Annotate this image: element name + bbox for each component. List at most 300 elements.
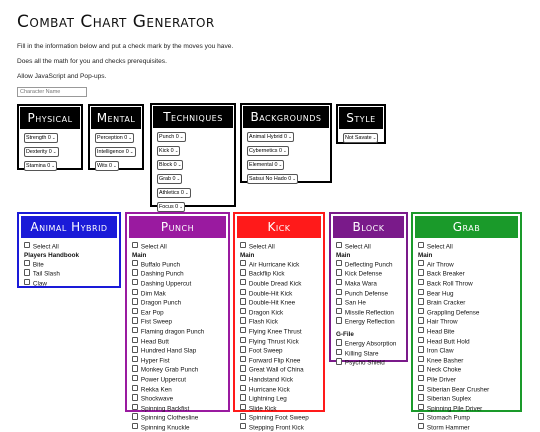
punch-box (125, 212, 230, 432)
move-label: Dragon Kick (248, 309, 284, 317)
backgrounds-box (240, 103, 332, 183)
select-all-label: Select All (32, 243, 59, 251)
move-monkey-grab-punch[interactable] (132, 365, 224, 375)
checkbox[interactable] (418, 337, 424, 343)
chevron-down-icon: ⌄ (52, 149, 57, 154)
checkbox[interactable] (132, 289, 138, 295)
move-label: Missile Reflection (344, 309, 394, 317)
checkbox[interactable] (240, 385, 246, 391)
checkbox[interactable] (240, 375, 246, 381)
move-label: Grappling Defense (426, 309, 480, 317)
checkbox[interactable] (418, 242, 424, 248)
chevron-down-icon: ⌄ (51, 135, 56, 140)
checkbox[interactable] (240, 423, 246, 429)
checkbox[interactable] (240, 413, 246, 419)
checkbox[interactable] (418, 308, 424, 314)
move-label: Stomach Pump (426, 414, 470, 422)
checkbox[interactable] (418, 365, 424, 371)
punch-list (127, 238, 228, 432)
move-label: Power Uppercut (140, 376, 187, 384)
move-missile-reflection[interactable] (336, 308, 402, 318)
move-siberian-suplex[interactable] (418, 394, 516, 404)
move-energy-absorption[interactable] (336, 339, 402, 349)
move-label: Brain Cracker (426, 299, 466, 307)
move-lightning-leg[interactable] (240, 394, 319, 404)
move-label: Fist Sweep (140, 318, 173, 326)
move-label: Foot Sweep (248, 347, 283, 355)
checkbox[interactable] (336, 317, 342, 323)
move-foot-sweep[interactable] (240, 346, 319, 356)
checkbox[interactable] (132, 375, 138, 381)
move-label: Back Breaker (426, 270, 465, 278)
checkbox[interactable] (336, 358, 342, 364)
move-dragon-punch[interactable] (132, 298, 224, 308)
backgrounds-body (242, 128, 330, 191)
move-rekka-ken[interactable] (132, 385, 224, 395)
move-iron-claw[interactable] (418, 346, 516, 356)
move-flying-thrust-kick[interactable] (240, 337, 319, 347)
move-siberian-bear-crusher[interactable] (418, 385, 516, 395)
move-label: Claw (32, 280, 47, 288)
move-energy-reflection[interactable] (336, 317, 402, 327)
move-claw[interactable] (24, 279, 115, 289)
move-back-roll-throw[interactable] (418, 279, 516, 289)
chevron-down-icon: ⌄ (112, 163, 117, 168)
move-back-breaker[interactable] (418, 269, 516, 279)
move-label: Forward Flip Knee (248, 357, 301, 365)
checkbox[interactable] (240, 242, 246, 248)
move-hyper-fist[interactable] (132, 356, 224, 366)
move-label: Energy Reflection (344, 318, 395, 326)
move-flash-kick[interactable] (240, 317, 319, 327)
checkbox[interactable] (336, 349, 342, 355)
kick-box (233, 212, 325, 432)
chevron-down-icon: ⌄ (292, 176, 297, 181)
move-label: Hurricane Kick (248, 385, 290, 393)
move-label: Back Roll Throw (426, 280, 473, 288)
select-value: Athletics 0 (159, 190, 184, 196)
move-label: Flaming dragon Punch (140, 328, 205, 336)
backgrounds-header: Backgrounds (243, 106, 329, 128)
checkbox[interactable] (240, 289, 246, 295)
select-value: Elemental 0 (249, 162, 278, 168)
checkbox[interactable] (240, 298, 246, 304)
select-value: Animal Hybrid 0 (249, 134, 288, 140)
move-dragon-kick[interactable] (240, 308, 319, 318)
move-stomach-pump[interactable] (418, 413, 516, 423)
move-label: Dashing Punch (140, 270, 184, 278)
move-label: Psycho Shield (344, 359, 385, 367)
move-label: Air Throw (426, 261, 454, 269)
techniques-body (152, 128, 234, 219)
checkbox[interactable] (336, 298, 342, 304)
move-label: Head Butt (140, 337, 169, 345)
move-head-bite[interactable] (418, 327, 516, 337)
kick-select[interactable] (157, 146, 180, 156)
select-value: Kick 0 (159, 148, 174, 154)
grab-header: Grab (415, 216, 518, 238)
move-spinning-foot-sweep[interactable] (240, 413, 319, 423)
checkbox[interactable] (132, 346, 138, 352)
checkbox[interactable] (240, 308, 246, 314)
physical-header: Physical (20, 107, 80, 129)
move-label: Bite (32, 261, 44, 269)
section-heading: Main (418, 251, 433, 259)
select-all-checkbox[interactable] (132, 242, 224, 252)
checkbox[interactable] (132, 317, 138, 323)
grab-list (413, 238, 520, 432)
move-dim-mak[interactable] (132, 289, 224, 299)
move-shockwave[interactable] (132, 394, 224, 404)
move-label: Siberian Bear Crusher (426, 385, 490, 393)
move-slide-kick[interactable] (240, 404, 319, 414)
section-heading: Main (336, 251, 351, 259)
move-label: Stepping Front Kick (248, 424, 304, 432)
move-dashing-uppercut[interactable] (132, 279, 224, 289)
page-title: Combat Chart Generator (17, 12, 215, 32)
checkbox[interactable] (240, 279, 246, 285)
move-label: Deflecting Punch (344, 261, 393, 269)
style-header: Style (339, 107, 383, 129)
intro-line: Allow JavaScript and Pop-ups. (17, 73, 107, 80)
chevron-down-icon: ⌄ (179, 134, 184, 139)
select-value: Satsui No Hado 0 (249, 176, 292, 182)
style-box (336, 104, 386, 144)
move-label: Flash Kick (248, 318, 278, 326)
perception-select[interactable] (95, 133, 134, 143)
move-label: Hyper Fist (140, 357, 170, 365)
move-san-he[interactable] (336, 298, 402, 308)
move-label: Double-Hit Kick (248, 289, 293, 297)
move-flying-knee-thrust[interactable] (240, 327, 319, 337)
move-spinning-backfist[interactable] (132, 404, 224, 414)
move-label: Lightning Leg (248, 395, 287, 403)
checkbox[interactable] (24, 279, 30, 285)
move-spinning-clothesline[interactable] (132, 413, 224, 423)
select-all-checkbox[interactable] (418, 242, 516, 252)
select-value: Block 0 (159, 162, 177, 168)
checkbox[interactable] (418, 356, 424, 362)
select-all-label: Select All (344, 243, 371, 251)
move-storm-hammer[interactable] (418, 423, 516, 432)
move-label: Kick Defense (344, 270, 382, 278)
checkbox[interactable] (132, 327, 138, 333)
move-dashing-punch[interactable] (132, 269, 224, 279)
checkbox[interactable] (336, 269, 342, 275)
checkbox[interactable] (240, 327, 246, 333)
block-header: Block (333, 216, 404, 238)
move-buffalo-punch[interactable] (132, 260, 224, 270)
checkbox[interactable] (132, 356, 138, 362)
move-fist-sweep[interactable] (132, 317, 224, 327)
checkbox[interactable] (240, 365, 246, 371)
chevron-down-icon: ⌄ (177, 162, 182, 167)
elemental-select[interactable] (247, 160, 284, 170)
move-kick-defense[interactable] (336, 269, 402, 279)
chevron-down-icon: ⌄ (128, 135, 133, 140)
chevron-down-icon: ⌄ (278, 162, 283, 167)
checkbox[interactable] (132, 298, 138, 304)
move-label: Ear Pop (140, 309, 164, 317)
move-knee-basher[interactable] (418, 356, 516, 366)
cybernetics-select[interactable] (247, 146, 289, 156)
move-neck-choke[interactable] (418, 365, 516, 375)
intro-line: Fill in the information below and put a check mark by the moves you have. (17, 43, 234, 50)
chevron-down-icon: ⌄ (129, 149, 134, 154)
move-label: Siberian Suplex (426, 395, 471, 403)
checkbox[interactable] (418, 298, 424, 304)
move-label: Air Hurricane Kick (248, 261, 300, 269)
checkbox[interactable] (418, 317, 424, 323)
move-label: Buffalo Punch (140, 261, 180, 269)
checkbox[interactable] (240, 260, 246, 266)
move-grappling-defense[interactable] (418, 308, 516, 318)
select-value: Dexterity 0 (26, 149, 52, 155)
checkbox[interactable] (418, 346, 424, 352)
move-label: Shockwave (140, 395, 174, 403)
move-label: Spinning Backfist (140, 405, 190, 413)
checkbox[interactable] (240, 337, 246, 343)
checkbox[interactable] (418, 375, 424, 381)
checkbox[interactable] (336, 279, 342, 285)
select-value: Stamina 0 (26, 163, 51, 169)
section-heading: G-File (336, 330, 354, 338)
move-label: San He (344, 299, 366, 307)
move-label: Spinning Foot Sweep (248, 414, 309, 422)
checkbox[interactable] (336, 260, 342, 266)
move-label: Flying Knee Thrust (248, 328, 302, 336)
stamina-select[interactable] (24, 161, 57, 171)
move-label: Killing Stare (344, 350, 379, 358)
select-value: Focus 0 (159, 204, 179, 210)
checkbox[interactable] (336, 339, 342, 345)
focus-select[interactable] (157, 202, 185, 212)
checkbox[interactable] (240, 394, 246, 400)
select-value: Not Savate (345, 135, 372, 141)
move-hurricane-kick[interactable] (240, 385, 319, 395)
move-flaming-dragon-punch[interactable] (132, 327, 224, 337)
checkbox[interactable] (132, 279, 138, 285)
section-heading: Players Handbook (24, 251, 79, 259)
dexterity-select[interactable] (24, 147, 59, 157)
move-label: Bear Hug (426, 289, 454, 297)
move-label: Neck Choke (426, 366, 462, 374)
checkbox[interactable] (132, 394, 138, 400)
style-body (338, 129, 384, 150)
move-backflip-kick[interactable] (240, 269, 319, 279)
checkbox[interactable] (132, 242, 138, 248)
select-all-checkbox[interactable] (240, 242, 319, 252)
section-heading: Main (132, 251, 147, 259)
checkbox[interactable] (132, 423, 138, 429)
move-label: Double-Hit Knee (248, 299, 296, 307)
intro-line: Does all the math for you and checks prerequisites. (17, 58, 167, 65)
move-label: Spinning Pile Driver (426, 405, 483, 413)
animal-hybrid-list (19, 238, 119, 289)
select-value: Intelligence 0 (97, 149, 129, 155)
move-air-hurricane-kick[interactable] (240, 260, 319, 270)
checkbox[interactable] (24, 242, 30, 248)
move-punch-defense[interactable] (336, 289, 402, 299)
satsui-no-hado-select[interactable] (247, 174, 298, 184)
grab-box (411, 212, 522, 432)
move-label: Punch Defense (344, 289, 388, 297)
checkbox[interactable] (418, 394, 424, 400)
checkbox[interactable] (132, 365, 138, 371)
checkbox[interactable] (132, 260, 138, 266)
select-value: Cybernetics 0 (249, 148, 282, 154)
chevron-down-icon: ⌄ (288, 134, 292, 139)
strength-select[interactable] (24, 133, 58, 143)
checkbox[interactable] (418, 269, 424, 275)
not-savate-select[interactable] (343, 133, 378, 143)
select-value: Strength 0 (26, 135, 51, 141)
move-label: Dim Mak (140, 289, 166, 297)
move-label: Flying Thrust Kick (248, 337, 299, 345)
checkbox[interactable] (132, 308, 138, 314)
move-label: Dashing Uppercut (140, 280, 192, 288)
move-label: Maka Wara (344, 280, 377, 288)
move-label: Head Bite (426, 328, 455, 336)
techniques-box (150, 103, 236, 210)
select-all-checkbox[interactable] (24, 242, 115, 252)
checkbox[interactable] (132, 269, 138, 275)
mental-body (90, 129, 142, 178)
move-label: Hundred Hand Slap (140, 347, 197, 355)
move-bear-hug[interactable] (418, 289, 516, 299)
checkbox[interactable] (418, 260, 424, 266)
move-ear-pop[interactable] (132, 308, 224, 318)
checkbox[interactable] (418, 385, 424, 391)
move-label: Backflip Kick (248, 270, 285, 278)
checkbox[interactable] (418, 423, 424, 429)
checkbox[interactable] (24, 269, 30, 275)
move-head-butt-hold[interactable] (418, 337, 516, 347)
move-label: Rekka Ken (140, 385, 172, 393)
move-hair-throw[interactable] (418, 317, 516, 327)
checkbox[interactable] (418, 327, 424, 333)
move-hundred-hand-slap[interactable] (132, 346, 224, 356)
move-head-butt[interactable] (132, 337, 224, 347)
athletics-select[interactable] (157, 188, 191, 198)
move-stepping-front-kick[interactable] (240, 423, 319, 432)
move-label: Head Butt Hold (426, 337, 470, 345)
select-all-label: Select All (248, 243, 275, 251)
move-psycho-shield[interactable] (336, 358, 402, 368)
animal-hybrid-box (17, 212, 121, 288)
punch-select[interactable] (157, 132, 186, 142)
move-power-uppercut[interactable] (132, 375, 224, 385)
block-select[interactable] (157, 160, 183, 170)
move-label: Pile Driver (426, 376, 456, 384)
checkbox[interactable] (132, 385, 138, 391)
wits-select[interactable] (95, 161, 119, 171)
techniques-header: Techniques (153, 106, 233, 128)
physical-body (19, 129, 81, 178)
checkbox[interactable] (418, 413, 424, 419)
checkbox[interactable] (336, 289, 342, 295)
intelligence-select[interactable] (95, 147, 136, 157)
checkbox[interactable] (24, 260, 30, 266)
move-label: Great Wall of China (248, 366, 304, 374)
move-spinning-pile-driver[interactable] (418, 404, 516, 414)
animal-hybrid-select[interactable] (247, 132, 294, 142)
kick-header: Kick (237, 216, 321, 238)
move-deflecting-punch[interactable] (336, 260, 402, 270)
move-label: Double Dread Kick (248, 280, 302, 288)
block-box (329, 212, 408, 367)
mental-header: Mental (91, 107, 141, 129)
chevron-down-icon: ⌄ (51, 163, 56, 168)
move-spinning-knuckle[interactable] (132, 423, 224, 432)
move-label: Monkey Grab Punch (140, 366, 199, 374)
move-label: Iron Claw (426, 347, 454, 355)
move-great-wall-of-china[interactable] (240, 365, 319, 375)
animal-hybrid-header: Animal Hybrid (21, 216, 117, 238)
move-forward-flip-knee[interactable] (240, 356, 319, 366)
select-all-label: Select All (426, 243, 453, 251)
move-tail-slash[interactable] (24, 269, 115, 279)
select-value: Wits 0 (97, 163, 112, 169)
checkbox[interactable] (132, 413, 138, 419)
checkbox[interactable] (240, 356, 246, 362)
move-air-throw[interactable] (418, 260, 516, 270)
select-value: Punch 0 (159, 134, 179, 140)
section-heading: Main (240, 251, 255, 259)
move-maka-wara[interactable] (336, 279, 402, 289)
select-value: Grab 0 (159, 176, 176, 182)
move-handstand-kick[interactable] (240, 375, 319, 385)
chevron-down-icon: ⌄ (176, 176, 181, 181)
checkbox[interactable] (336, 242, 342, 248)
character-name-input[interactable] (17, 87, 87, 97)
move-label: Spinning Knuckle (140, 424, 190, 432)
checkbox[interactable] (418, 279, 424, 285)
chevron-down-icon: ⌄ (184, 190, 189, 195)
mental-box (88, 104, 144, 170)
checkbox[interactable] (132, 337, 138, 343)
move-double-hit-knee[interactable] (240, 298, 319, 308)
select-value: Perception 0 (97, 135, 128, 141)
checkbox[interactable] (336, 308, 342, 314)
checkbox[interactable] (240, 346, 246, 352)
checkbox[interactable] (418, 289, 424, 295)
move-label: Knee Basher (426, 357, 464, 365)
move-label: Dragon Punch (140, 299, 182, 307)
chevron-down-icon: ⌄ (372, 135, 377, 140)
move-label: Storm Hammer (426, 424, 470, 432)
move-brain-cracker[interactable] (418, 298, 516, 308)
move-label: Hair Throw (426, 318, 458, 326)
punch-header: Punch (129, 216, 226, 238)
physical-box (17, 104, 83, 170)
move-bite[interactable] (24, 260, 115, 270)
select-all-checkbox[interactable] (336, 242, 402, 252)
chevron-down-icon: ⌄ (179, 204, 183, 209)
move-double-dread-kick[interactable] (240, 279, 319, 289)
checkbox[interactable] (240, 317, 246, 323)
move-label: Tail Slash (32, 270, 60, 278)
block-list (331, 238, 406, 368)
move-killing-stare[interactable] (336, 349, 402, 359)
grab-select[interactable] (157, 174, 182, 184)
move-pile-driver[interactable] (418, 375, 516, 385)
move-double-hit-kick[interactable] (240, 289, 319, 299)
checkbox[interactable] (240, 269, 246, 275)
chevron-down-icon: ⌄ (174, 148, 179, 153)
kick-list (235, 238, 323, 432)
chevron-down-icon: ⌄ (282, 148, 287, 153)
